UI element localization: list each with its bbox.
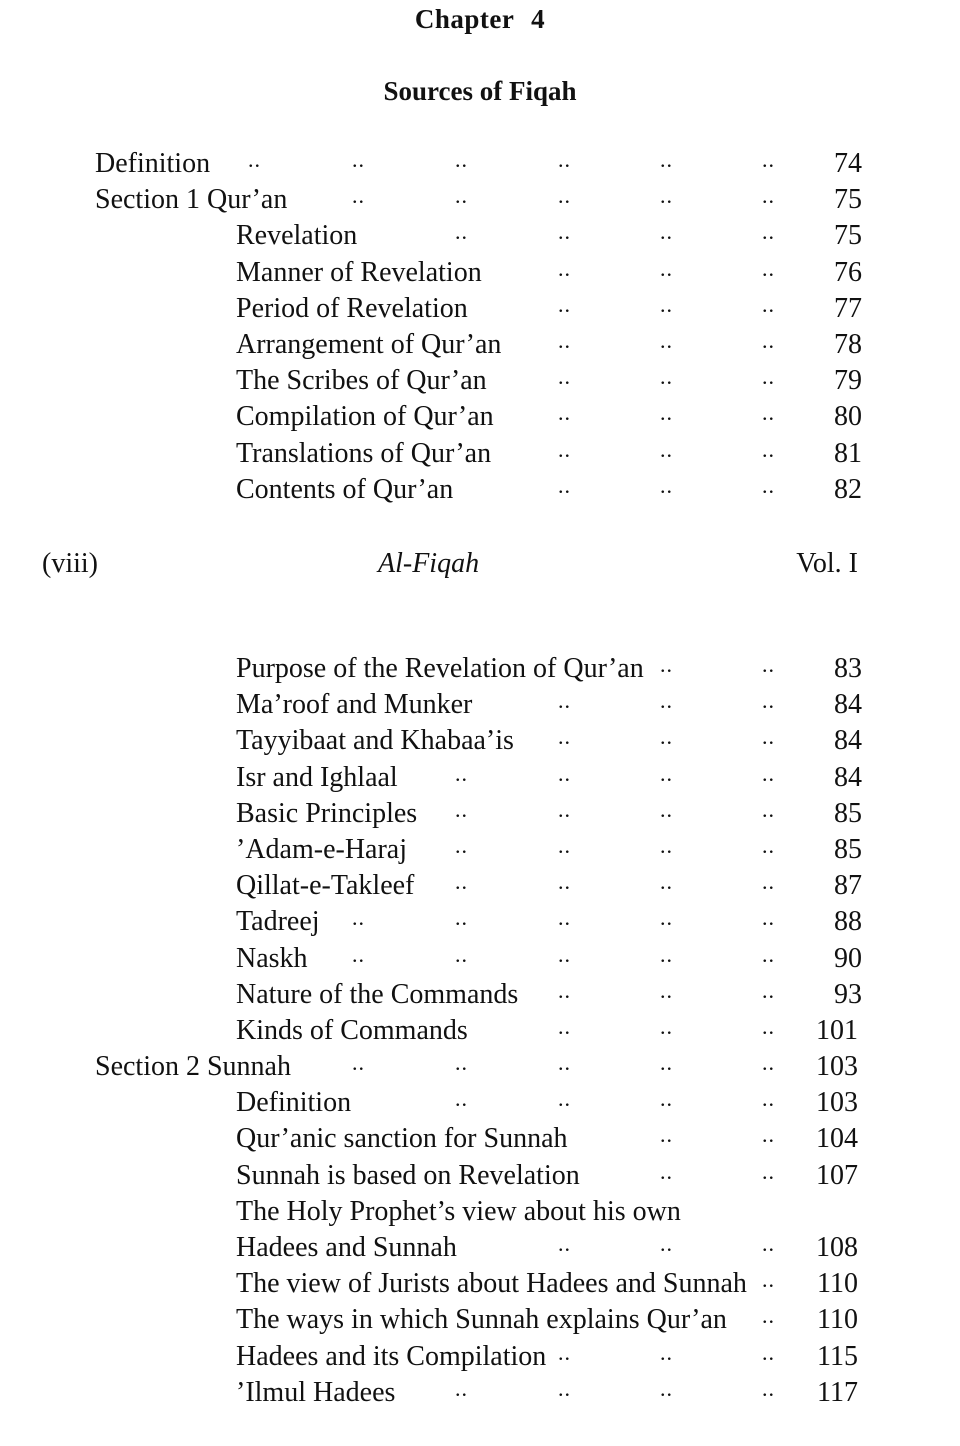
- leader-dots: ..: [762, 1267, 775, 1293]
- toc-entry-title: Section 1 Qur’an: [95, 184, 288, 216]
- leader-dots: ..: [762, 1122, 775, 1148]
- leader-dots: ..: [762, 1013, 775, 1039]
- leader-dots: ..: [660, 183, 673, 209]
- toc-entry-title: Translations of Qur’an: [236, 437, 492, 469]
- leader-dots: ..: [558, 796, 571, 822]
- leader-dots: ..: [352, 183, 365, 209]
- leader-dots: ..: [660, 1339, 673, 1365]
- toc-entry-title: Naskh: [236, 942, 308, 974]
- leader-dots: ..: [762, 905, 775, 931]
- leader-dots: ..: [660, 472, 673, 498]
- running-header: [0, 544, 960, 584]
- leader-dots: ..: [762, 1375, 775, 1401]
- leader-dots: ..: [660, 1013, 673, 1039]
- leader-dots: ..: [558, 1086, 571, 1112]
- leader-dots: ..: [660, 1050, 673, 1076]
- toc-entry-page: 82: [834, 473, 862, 505]
- toc-entry: [0, 255, 960, 291]
- leader-dots: ..: [558, 688, 571, 714]
- leader-dots: ..: [660, 688, 673, 714]
- book-title: Al-Fiqah: [378, 548, 480, 579]
- toc-entry-title: The ways in which Sunnah explains Qur’an: [236, 1304, 727, 1336]
- toc-entry-page: 101: [816, 1014, 858, 1046]
- toc-entry-title: Tayyibaat and Khabaa’is: [236, 725, 514, 757]
- leader-dots: ..: [762, 472, 775, 498]
- toc-entry-page: 83: [834, 653, 862, 684]
- toc-entry: [0, 1085, 960, 1121]
- leader-dots: ..: [558, 219, 571, 245]
- leader-dots: ..: [558, 724, 571, 750]
- chapter-title: Chapter 4: [414, 4, 546, 34]
- toc-entry: [0, 796, 960, 832]
- leader-dots: ..: [558, 905, 571, 931]
- leader-dots: ..: [660, 760, 673, 786]
- toc-entry-title: Ma’roof and Munker: [236, 689, 473, 721]
- leader-dots: ..: [352, 1050, 365, 1076]
- leader-dots: ..: [455, 796, 468, 822]
- leader-dots: ..: [558, 327, 571, 353]
- leader-dots: ..: [558, 400, 571, 426]
- toc-entry-page: 88: [834, 906, 862, 938]
- leader-dots: ..: [762, 147, 775, 172]
- leader-dots: ..: [762, 1231, 775, 1256]
- toc-entry-title: The Holy Prophet’s view about his own: [236, 1195, 681, 1227]
- toc-entry: [0, 1302, 960, 1338]
- toc-list-part2: [0, 651, 960, 1411]
- leader-dots: ..: [762, 255, 775, 281]
- toc-entry-title: The view of Jurists about Hadees and Sunnah: [236, 1268, 747, 1300]
- toc-entry-page: 85: [834, 833, 862, 865]
- toc-entry: [0, 472, 960, 508]
- toc-entry-title: Tadreej: [236, 906, 320, 938]
- toc-entry: [0, 218, 960, 254]
- leader-dots: ..: [660, 1231, 673, 1256]
- toc-entry-title: Compilation of Qur’an: [236, 401, 494, 433]
- leader-dots: ..: [455, 147, 468, 172]
- toc-entry: [0, 1375, 960, 1411]
- leader-dots: ..: [558, 147, 571, 172]
- leader-dots: ..: [558, 760, 571, 786]
- toc-entry: [0, 1230, 960, 1266]
- leader-dots: ..: [660, 724, 673, 750]
- toc-entry: [0, 1049, 960, 1085]
- toc-entry: [0, 651, 960, 687]
- toc-entry: [0, 1194, 960, 1230]
- toc-entry: [0, 182, 960, 218]
- leader-dots: ..: [455, 219, 468, 245]
- leader-dots: ..: [558, 1013, 571, 1039]
- toc-entry-title: The Scribes of Qur’an: [236, 365, 487, 397]
- toc-entry: [0, 941, 960, 977]
- leader-dots: ..: [660, 1375, 673, 1401]
- leader-dots: ..: [762, 796, 775, 822]
- toc-entry-title: Period of Revelation: [236, 292, 468, 324]
- leader-dots: ..: [762, 977, 775, 1003]
- leader-dots: ..: [558, 1339, 571, 1365]
- leader-dots: ..: [558, 832, 571, 858]
- toc-entry-page: 76: [834, 256, 862, 288]
- toc-entry-title: Hadees and Sunnah: [236, 1232, 457, 1263]
- toc-entry: [0, 1158, 960, 1194]
- toc-entry-page: 85: [834, 797, 862, 829]
- toc-entry: [0, 868, 960, 904]
- leader-dots: ..: [660, 977, 673, 1003]
- toc-entry-page: 104: [816, 1123, 858, 1155]
- section-heading: Sources of Fiqah: [383, 76, 577, 106]
- toc-entry-title: Hadees and its Compilation: [236, 1340, 547, 1372]
- leader-dots: ..: [762, 760, 775, 786]
- leader-dots: ..: [660, 291, 673, 317]
- leader-dots: ..: [762, 219, 775, 245]
- leader-dots: ..: [762, 1050, 775, 1076]
- leader-dots: ..: [762, 941, 775, 967]
- leader-dots: ..: [762, 724, 775, 750]
- toc-entry-title: Basic Principles: [236, 797, 418, 829]
- toc-entry-page: 103: [816, 1051, 858, 1083]
- toc-entry: [0, 1339, 960, 1375]
- leader-dots: ..: [660, 255, 673, 281]
- volume-label: Vol. I: [796, 548, 858, 579]
- toc-list-part1: [0, 146, 960, 508]
- toc-entry-title: Isr and Ighlaal: [236, 761, 398, 793]
- toc-entry-page: 117: [817, 1376, 858, 1408]
- leader-dots: ..: [762, 327, 775, 353]
- leader-dots: ..: [558, 472, 571, 498]
- leader-dots: ..: [762, 869, 775, 895]
- toc-entry-title: Nature of the Commands: [236, 978, 519, 1010]
- leader-dots: ..: [660, 219, 673, 245]
- leader-dots: ..: [762, 183, 775, 209]
- leader-dots: ..: [558, 364, 571, 390]
- leader-dots: ..: [558, 436, 571, 462]
- leader-dots: ..: [558, 869, 571, 895]
- leader-dots: ..: [558, 291, 571, 317]
- leader-dots: ..: [660, 1122, 673, 1148]
- leader-dots: ..: [660, 364, 673, 390]
- toc-entry-title: Arrangement of Qur’an: [236, 328, 502, 360]
- toc-entry-page: 74: [834, 148, 862, 179]
- toc-entry-title: Definition: [236, 1087, 352, 1119]
- leader-dots: ..: [762, 1158, 775, 1184]
- toc-entry: [0, 687, 960, 723]
- leader-dots: ..: [762, 652, 775, 677]
- leader-dots: ..: [558, 1050, 571, 1076]
- leader-dots: ..: [660, 905, 673, 931]
- toc-entry-page: 110: [817, 1268, 858, 1300]
- leader-dots: ..: [660, 652, 673, 677]
- toc-entry-page: 87: [834, 870, 862, 902]
- leader-dots: ..: [558, 1231, 571, 1256]
- toc-entry-page: 108: [816, 1232, 858, 1263]
- toc-entry-page: 78: [834, 328, 862, 360]
- leader-dots: ..: [660, 869, 673, 895]
- leader-dots: ..: [558, 255, 571, 281]
- leader-dots: ..: [455, 183, 468, 209]
- toc-entry-title: Purpose of the Revelation of Qur’an: [236, 653, 644, 684]
- leader-dots: ..: [762, 436, 775, 462]
- leader-dots: ..: [455, 832, 468, 858]
- page-label: (viii): [42, 548, 98, 579]
- leader-dots: ..: [660, 941, 673, 967]
- toc-entry: [0, 436, 960, 472]
- leader-dots: ..: [762, 400, 775, 426]
- leader-dots: ..: [762, 1303, 775, 1329]
- leader-dots: ..: [660, 327, 673, 353]
- toc-entry: [0, 291, 960, 327]
- leader-dots: ..: [660, 796, 673, 822]
- toc-entry-page: 75: [834, 184, 862, 216]
- toc-entry-title: ’Adam-e-Haraj: [236, 833, 408, 865]
- toc-entry: [0, 723, 960, 759]
- toc-entry-page: 84: [834, 761, 862, 793]
- leader-dots: ..: [762, 832, 775, 858]
- leader-dots: ..: [455, 869, 468, 895]
- leader-dots: ..: [762, 1339, 775, 1365]
- toc-entry-page: 77: [834, 292, 862, 324]
- toc-entry-page: 84: [834, 725, 862, 757]
- toc-entry-title: Kinds of Commands: [236, 1014, 468, 1046]
- toc-entry: [0, 146, 960, 182]
- leader-dots: ..: [455, 941, 468, 967]
- toc-entry-page: 75: [834, 220, 862, 252]
- leader-dots: ..: [455, 1086, 468, 1112]
- toc-entry-title: Manner of Revelation: [236, 256, 482, 288]
- leader-dots: ..: [455, 905, 468, 931]
- toc-entry-title: ’Ilmul Hadees: [236, 1376, 396, 1408]
- toc-entry: [0, 399, 960, 435]
- toc-entry: [0, 760, 960, 796]
- toc-entry-title: Contents of Qur’an: [236, 473, 454, 505]
- toc-entry: [0, 904, 960, 940]
- toc-entry-title: Qur’anic sanction for Sunnah: [236, 1123, 568, 1155]
- leader-dots: ..: [660, 436, 673, 462]
- leader-dots: ..: [660, 1086, 673, 1112]
- leader-dots: ..: [455, 1375, 468, 1401]
- leader-dots: ..: [762, 364, 775, 390]
- leader-dots: ..: [660, 832, 673, 858]
- leader-dots: ..: [762, 1086, 775, 1112]
- toc-entry-page: 93: [834, 978, 862, 1010]
- toc-entry-page: 80: [834, 401, 862, 433]
- toc-entry: [0, 363, 960, 399]
- leader-dots: ..: [352, 905, 365, 931]
- leader-dots: ..: [455, 760, 468, 786]
- toc-entry-page: 90: [834, 942, 862, 974]
- leader-dots: ..: [762, 688, 775, 714]
- toc-entry-title: Revelation: [236, 220, 358, 252]
- leader-dots: ..: [660, 147, 673, 172]
- leader-dots: ..: [352, 147, 365, 172]
- toc-entry-title: Qillat-e-Takleef: [236, 870, 415, 902]
- toc-entry-title: Sunnah is based on Revelation: [236, 1159, 580, 1191]
- leader-dots: ..: [558, 941, 571, 967]
- toc-entry-page: 110: [817, 1304, 858, 1336]
- leader-dots: ..: [660, 400, 673, 426]
- leader-dots: ..: [762, 291, 775, 317]
- toc-entry-page: 115: [817, 1340, 858, 1372]
- leader-dots: ..: [248, 147, 261, 172]
- leader-dots: ..: [558, 977, 571, 1003]
- leader-dots: ..: [558, 183, 571, 209]
- toc-entry-page: 107: [816, 1159, 858, 1191]
- toc-entry: [0, 1121, 960, 1157]
- toc-entry-page: 84: [834, 689, 862, 721]
- toc-entry-title: Definition: [95, 148, 211, 179]
- leader-dots: ..: [352, 941, 365, 967]
- toc-entry: [0, 832, 960, 868]
- toc-entry-page: 103: [816, 1087, 858, 1119]
- toc-entry-title: Section 2 Sunnah: [95, 1051, 291, 1083]
- toc-entry-page: 81: [834, 437, 862, 469]
- toc-entry-page: 79: [834, 365, 862, 397]
- toc-entry: [0, 327, 960, 363]
- leader-dots: ..: [455, 1050, 468, 1076]
- leader-dots: ..: [558, 1375, 571, 1401]
- toc-entry: [0, 1013, 960, 1049]
- leader-dots: ..: [660, 1158, 673, 1184]
- toc-entry: [0, 977, 960, 1013]
- toc-entry: [0, 1266, 960, 1302]
